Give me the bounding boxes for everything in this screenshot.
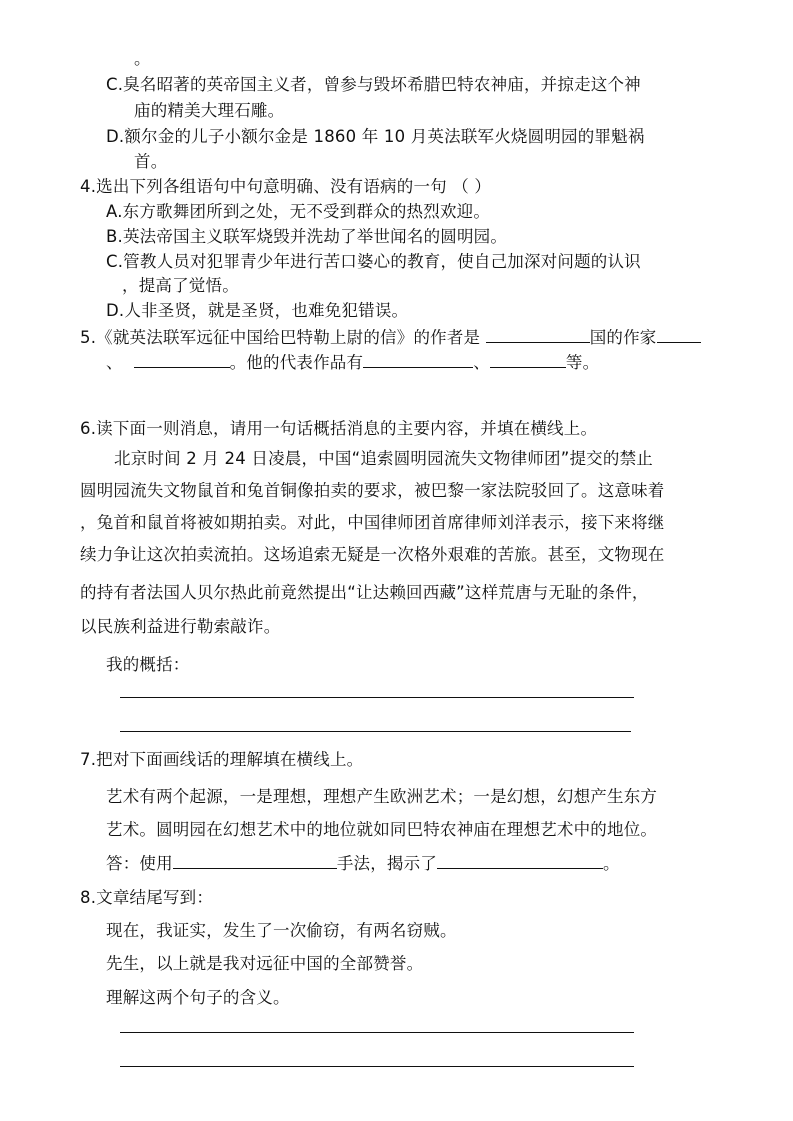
q4-option-a: A.东方歌舞团所到之处，无不受到群众的热烈欢迎。 [106,202,491,221]
q5-writer-blank-2[interactable] [134,351,230,368]
q6-news-line: ，兔首和鼠首将被如期拍卖。对此，中国律师团首席律师刘洋表示，接下来将继 [80,513,665,532]
q7-answer-line [106,852,620,875]
q8-instruction: 理解这两个句子的含义。 [106,988,290,1007]
q4-stem: 4.选出下列各组语句中句意明确、没有语病的一句 （ ） [80,177,492,196]
q6-summary-label: 我的概括： [106,655,190,674]
leftover-period: 。 [134,49,151,68]
q7-answer-mid: 手法，揭示了 [336,854,438,873]
q6-stem: 6.读下面一则消息，请用一句话概括消息的主要内容，并填在横线上。 [80,419,598,438]
q7-meaning-blank[interactable] [437,852,603,869]
q5-text-author: 5.《就英法联军远征中国给巴特勒上尉的信》的作者是 [80,328,486,347]
q3-option-d-line2: 首。 [134,152,168,171]
q8-answer-line-1[interactable] [120,1032,634,1033]
q5-text-writer: 国的作家 [589,328,657,347]
q5-text-works: 。他的代表作品有 [229,353,364,372]
q8-answer-line-2[interactable] [120,1066,634,1067]
q5-writer-blank[interactable] [657,326,701,343]
q3-option-c-line1: C.臭名昭著的英帝国主义者，曾参与毁坏希腊巴特农神庙，并掠走这个神 [106,75,641,94]
q6-answer-line-2[interactable] [120,731,631,732]
q4-option-c-line2: ，提高了觉悟。 [122,276,239,295]
q6-news-line: 的持有者法国人贝尔热此前竟然提出“让达赖回西藏”这样荒唐与无耻的条件， [80,583,649,602]
q5-line1 [80,326,701,349]
q7-answer-prefix: 答：使用 [106,854,173,873]
q6-news-line: 以民族利益进行勒索敲诈。 [80,617,281,636]
q5-text-end: 等。 [565,353,600,372]
q5-work-blank-1[interactable] [363,351,473,368]
q5-text-comma1: 、 [106,353,123,372]
q5-country-blank[interactable] [486,326,590,343]
q7-answer-end: 。 [603,854,620,873]
q6-news-line: 续力争让这次拍卖流拍。这场追索无疑是一次格外艰难的苦旅。甚至，文物现在 [80,545,665,564]
q5-line2 [106,351,599,374]
q8-sentence-1: 现在，我证实，发生了一次偷窃，有两名窃贼。 [106,921,457,940]
q4-option-b: B.英法帝国主义联军烧毁并洗劫了举世闻名的圆明园。 [106,227,508,246]
q7-stem: 7.把对下面画线话的理解填在横线上。 [80,750,364,769]
q6-news-line: 北京时间 2 月 24 日凌晨，中国“追索圆明园流失文物律师团”提交的禁止 [114,449,653,468]
q4-option-d: D.人非圣贤，就是圣贤，也难免犯错误。 [106,301,409,320]
q6-news-line: 圆明园流失文物鼠首和兔首铜像拍卖的要求，被巴黎一家法院驳回了。这意味着 [80,481,665,500]
q7-technique-blank[interactable] [173,852,337,869]
q4-option-c-line1: C.管教人员对犯罪青少年进行苦口婆心的教育，使自己加深对问题的认识 [106,252,641,271]
q8-sentence-2: 先生，以上就是我对远征中国的全部赞誉。 [106,954,424,973]
q5-work-blank-2[interactable] [490,351,566,368]
q5-text-comma2: 、 [473,353,490,372]
q8-stem: 8.文章结尾写到： [80,888,214,907]
q3-option-d-line1: D.额尔金的儿子小额尔金是 1860 年 10 月英法联军火烧圆明园的罪魁祸 [106,127,645,146]
q7-quote-line1: 艺术有两个起源，一是理想，理想产生欧洲艺术；一是幻想，幻想产生东方 [106,787,658,806]
q6-answer-line-1[interactable] [120,697,634,698]
q3-option-c-line2: 庙的精美大理石雕。 [134,101,285,120]
q7-quote-line2: 艺术。圆明园在幻想艺术中的地位就如同巴特农神庙在理想艺术中的地位。 [106,820,658,839]
